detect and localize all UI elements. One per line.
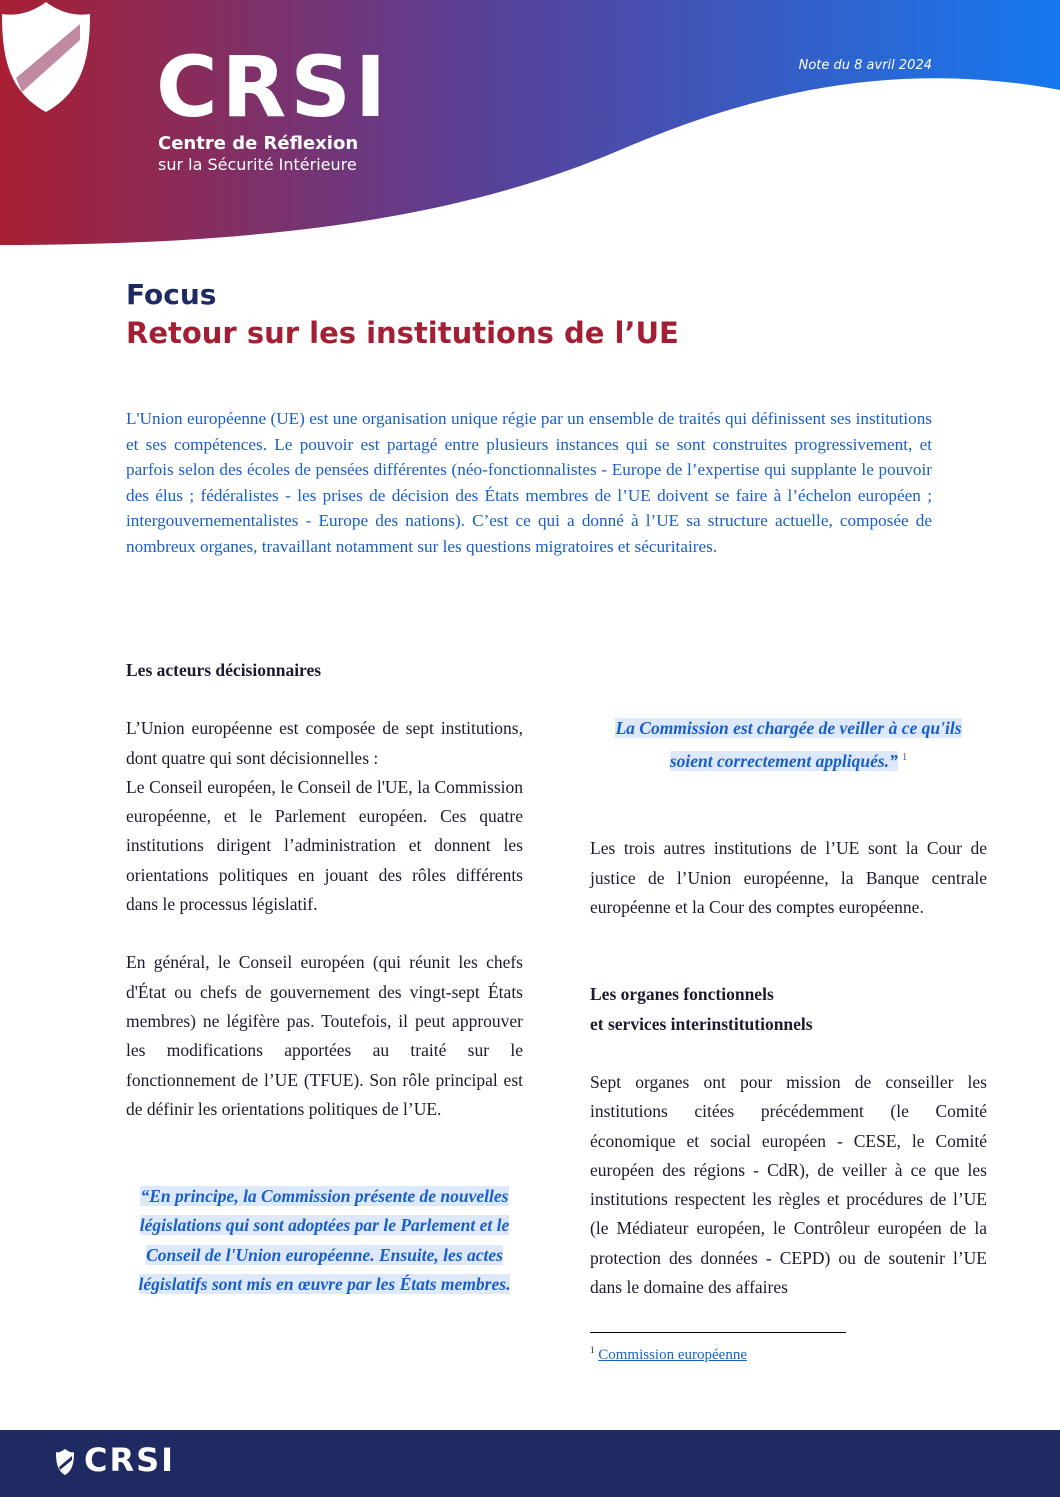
section-heading-acteurs: Les acteurs décisionnaires [126,660,322,680]
left-column [126,656,523,1299]
intro-paragraph: L'Union européenne (UE) est une organisation unique régie par un ensemble de traités qui définissent ses institutions et ses compétences. Le pouvoir est partagé entre plusieurs instances qui se sont construites progressivement, et parfois selon des écoles de pensées différentes (néo-fonctionnalistes - Europe de l’expertise qui supplante le pouvoir des élus ; fédéralistes - les prises de décision des États membres de l’UE doivent se faire à l’échelon européen ; intergouvernementalistes - Europe des nations). C’est ce qui a donné à l’UE sa structure actuelle, composée de nombreux organes, travaillant notamment sur les questions migratoires et sécuritaires. [126,409,932,556]
page-header [0,0,1060,250]
page-title: Retour sur les institutions de l’UE [126,316,679,350]
note-date: Note du 8 avril 2024 [798,58,932,73]
footnote-divider [590,1332,846,1333]
right-paragraph-1: Les trois autres institutions de l’UE sont la Cour de justice de l’Union européenne, la Banque centrale européenne et la Cour des comptes européenne. [590,838,987,918]
footnote-link[interactable]: Commission européenne [598,1347,747,1363]
logo-wordmark: CRSI [156,38,391,136]
section-heading-organes-1: Les organes fonctionnels [590,984,774,1005]
shield-logo-icon [0,0,92,114]
footnote [590,1345,747,1364]
footnote-number: 1 [590,1345,595,1355]
footer-shield-icon [55,1448,75,1476]
left-paragraph-1a: L’Union européenne est composée de sept institutions, dont quatre qui sont décisionnelles : [126,718,523,768]
left-paragraph-1b: Le Conseil européen, le Conseil de l'UE, la Commission européenne, et le Parlement européen. Ces quatre institutions dirigent l’administration et donnent les orientations politiques en jouant des rôles différents dans le processus législatif. [126,776,523,915]
section-heading-organes-2: et services interinstitutionnels [590,1013,813,1034]
logo-subtitle-line2: sur la Sécurité Intérieure [158,155,357,174]
footnote-ref: 1 [902,752,908,764]
pull-quote-left [126,1182,523,1299]
left-paragraph-2: En général, le Conseil européen (qui réunit les chefs d'État ou chefs de gouvernement des vingt-sept États membres) ne légifère pas. Toutefois, il peut approuver les modifications apportées au traité sur le fonctionnement de l’UE (TFUE). Son rôle principal est de définir les orientations politiques de l’UE. [126,952,523,1119]
title-kicker: Focus [126,278,217,311]
right-paragraph-2: Sept organes ont pour mission de conseiller les institutions citées précédemment (le Comité économique et social européen - CESE, le Comité européen des régions - CdR), de veiller à ce que les institutions respectent les règles et procédures de l’UE (le Médiateur européen, le Contrôleur européen de la protection des données - CEPD) ou de soutenir l’UE dans le domaine des affaires [590,1071,987,1297]
page-footer [0,1430,1060,1497]
footer-wordmark: CRSI [84,1441,176,1479]
pull-quote-left-text: “En principe, la Commission présente de nouvelles législations qui sont adoptées par le Parlement et le Conseil de l'Union européenne. Ensuite, les actes législatifs sont mis en œuvre par les États membres. [138,1186,511,1295]
logo-subtitle-line1: Centre de Réflexion [158,133,359,154]
pull-quote-right-text: La Commission est chargée de veiller à ce qu'ils soient correctement appliqués.” [615,718,962,772]
right-column [590,714,987,1302]
pull-quote-right [590,714,987,776]
